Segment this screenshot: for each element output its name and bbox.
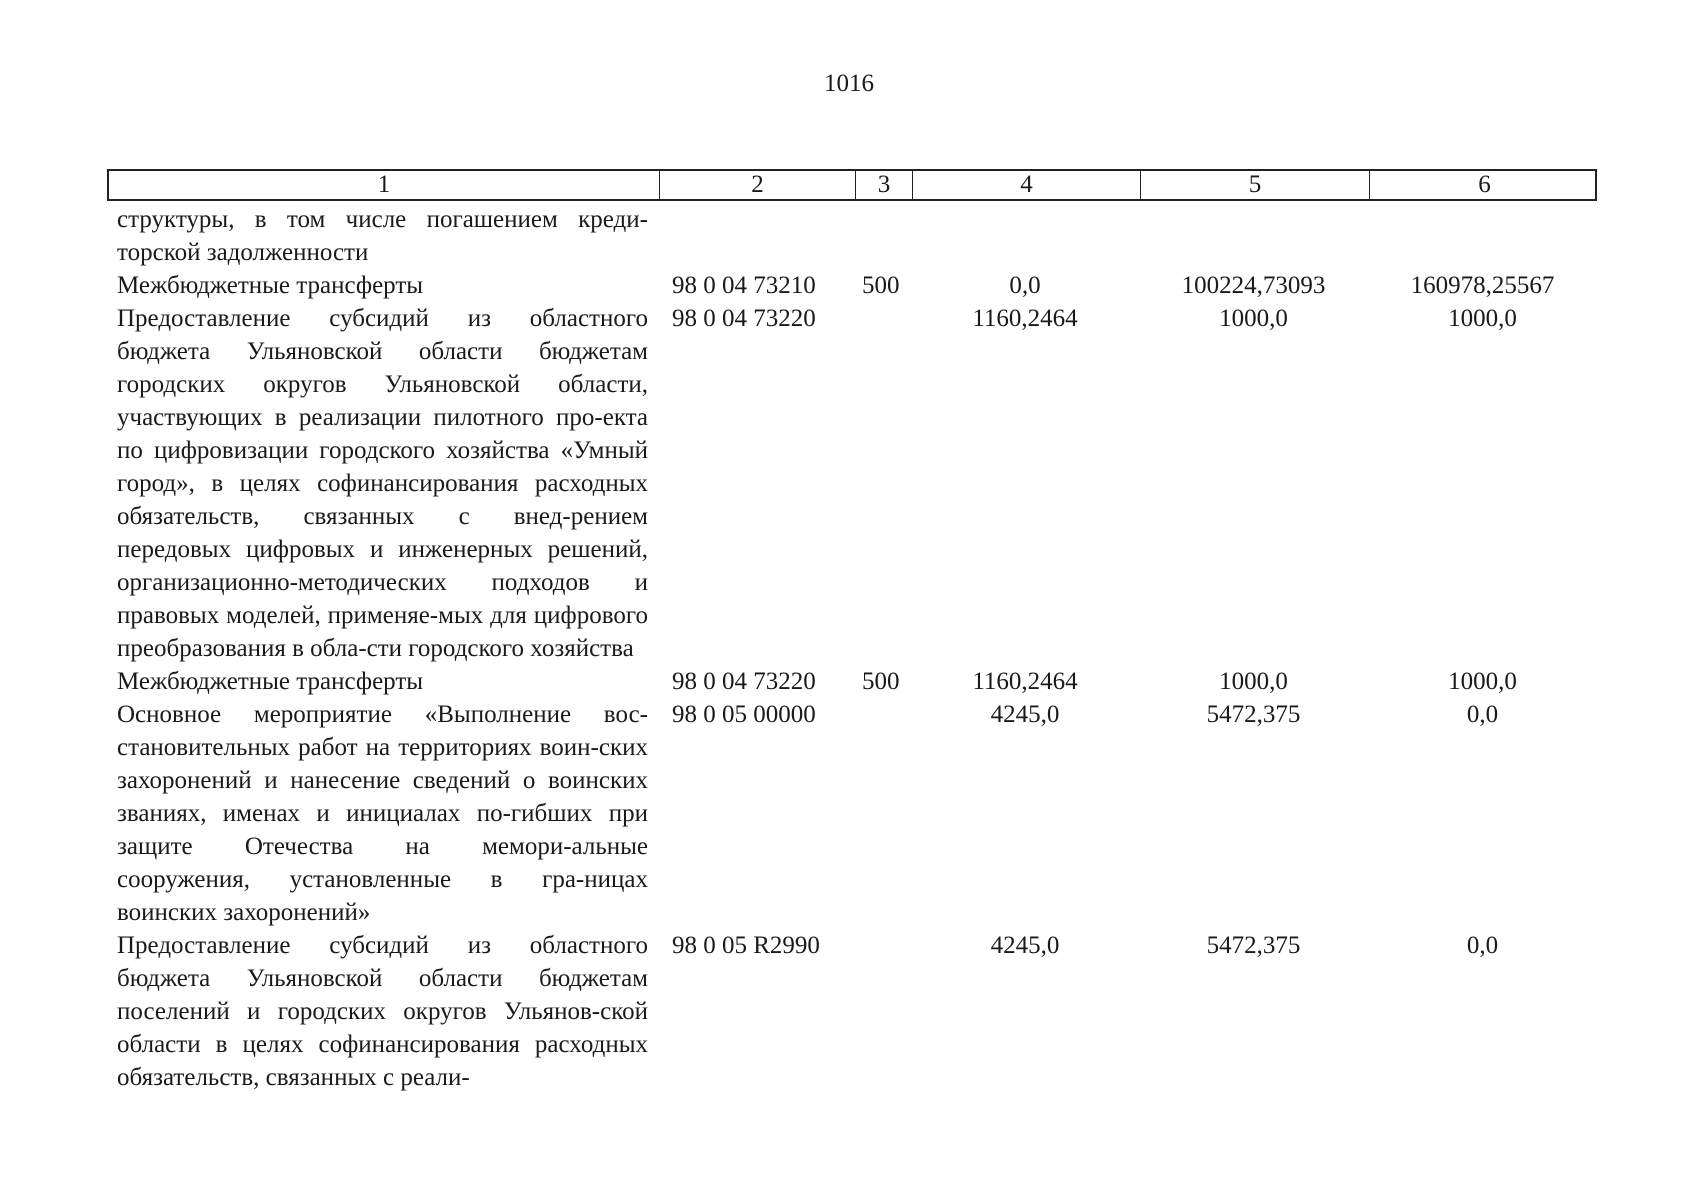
row-value-4: 4245,0 <box>990 932 1060 959</box>
row-name: Предоставление субсидий из областного бюджета Ульяновской области бюджетам поселений и городских округов Ульянов-ской области в целях софинансирования расходных обязательств, связанных с реали- <box>117 932 648 1091</box>
row-value-6: 160978,25567 <box>1410 272 1555 299</box>
row-code: 98 0 05 00000 <box>672 701 816 728</box>
table-header <box>107 169 1597 201</box>
row-value-4 <box>911 203 1139 269</box>
table-row <box>107 929 1597 1094</box>
row-code: 98 0 04 73220 <box>672 305 816 332</box>
row-name: Межбюджетные трансферты <box>117 272 424 299</box>
row-value-6: 1000,0 <box>1448 305 1517 332</box>
row-vr <box>854 302 911 665</box>
table-row <box>107 302 1597 665</box>
row-value-6: 1000,0 <box>1448 668 1517 695</box>
header-col-5: 5 <box>1141 171 1370 199</box>
row-value-5: 1000,0 <box>1219 668 1288 695</box>
budget-table <box>107 169 1597 1094</box>
row-value-4: 1160,2464 <box>972 305 1078 332</box>
row-value-4: 1160,2464 <box>972 668 1078 695</box>
header-col-6: 6 <box>1478 171 1491 198</box>
row-vr <box>854 929 911 1094</box>
row-name: структуры, в том числе погашением креди-торской задолженности <box>117 206 648 266</box>
row-vr: 500 <box>862 272 900 299</box>
row-value-4: 0,0 <box>1009 272 1041 299</box>
row-vr: 500 <box>862 668 900 695</box>
header-col-1: 1 <box>109 171 660 199</box>
row-name: Межбюджетные трансферты <box>117 668 424 695</box>
row-value-5: 1000,0 <box>1219 305 1288 332</box>
table-row <box>107 698 1597 929</box>
row-value-5: 5472,375 <box>1206 701 1301 728</box>
row-vr <box>854 203 911 269</box>
row-value-5: 100224,73093 <box>1181 272 1326 299</box>
header-col-3: 3 <box>856 171 913 199</box>
row-value-6 <box>1368 203 1597 269</box>
row-code: 98 0 04 73210 <box>672 272 816 299</box>
row-vr <box>854 698 911 929</box>
row-value-6: 0,0 <box>1466 932 1499 959</box>
row-value-4: 4245,0 <box>990 701 1060 728</box>
table-row <box>107 665 1597 698</box>
table-row <box>107 269 1597 302</box>
header-col-4: 4 <box>913 171 1141 199</box>
table-body <box>107 201 1597 1094</box>
row-code: 98 0 05 R2990 <box>672 932 820 959</box>
row-name: Предоставление субсидий из областного бюджета Ульяновской области бюджетам городских округов Ульяновской области, участвующих в реализации пилотного про-екта по цифровизации городского хозяйства «Умный город», в целях софинансирования расходных обязательств, связанных с внед-рением передовых цифровых и инженерных решений, организационно-методических подходов и правовых моделей, применяе-мых для цифрового преобразования в обла-сти городского хозяйства <box>117 305 648 662</box>
header-col-2: 2 <box>660 171 856 199</box>
row-code <box>658 203 854 269</box>
row-name: Основное мероприятие «Выполнение вос-становительных работ на территориях воин-ских захоронений и нанесение сведений о воинских званиях, именах и инициалах по-гибших при защите Отечества на мемори-альные сооружения, установленные в гра-ницах воинских захоронений» <box>117 701 648 926</box>
row-value-5 <box>1139 203 1368 269</box>
table-row <box>107 203 1597 269</box>
row-code: 98 0 04 73220 <box>672 668 816 695</box>
row-value-6: 0,0 <box>1466 701 1499 728</box>
row-value-5: 5472,375 <box>1206 932 1301 959</box>
page-number: 1016 <box>824 70 874 97</box>
